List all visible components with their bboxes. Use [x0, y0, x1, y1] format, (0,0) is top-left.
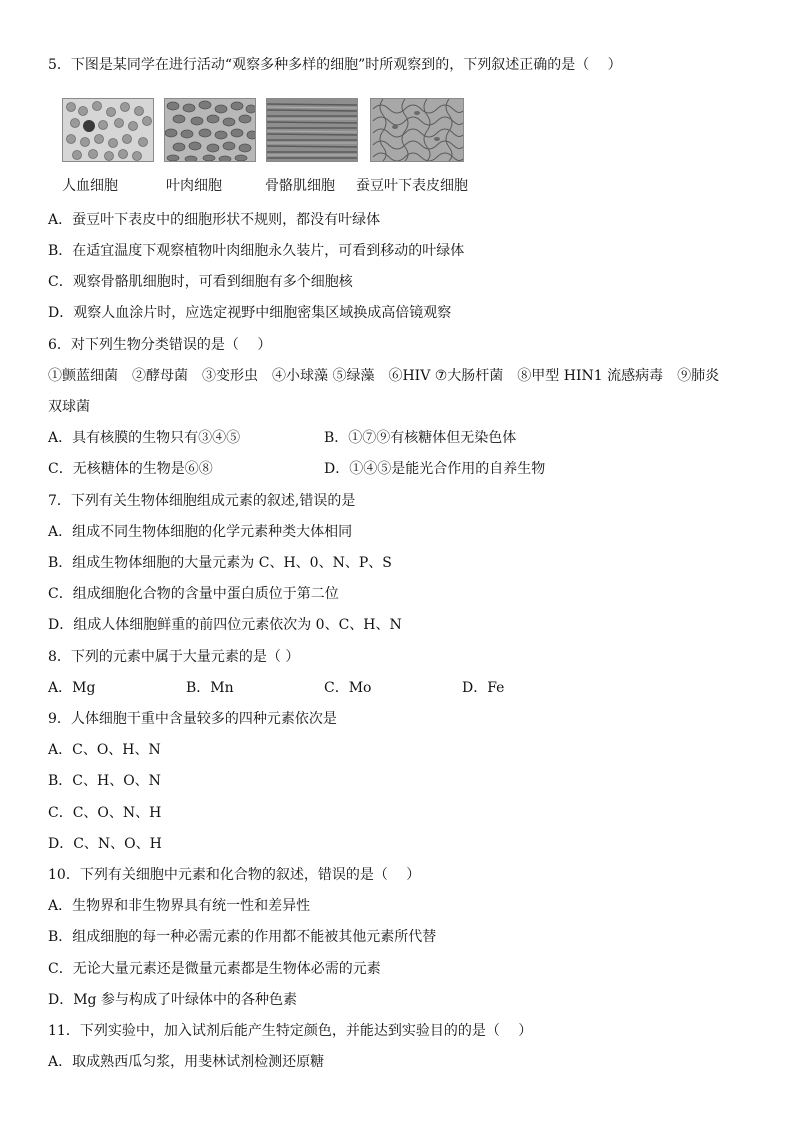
q6-organism-list: ①颤蓝细菌 ②酵母菌 ③变形虫 ④小球藻 ⑤绿藻 ⑥HIV ⑦大肠杆菌 ⑧甲型 HIN1 流感病毒 ⑨肺炎: [48, 368, 720, 384]
q6-option-b: B．①⑦⑨有核糖体但无染色体: [324, 430, 517, 446]
q11-option-a: A．取成熟西瓜匀浆，用斐林试剂检测还原糖: [48, 1054, 325, 1070]
q7-option-c: C．组成细胞化合物的含量中蛋白质位于第二位: [48, 586, 339, 602]
q6-option-a: A．具有核膜的生物只有③④⑤: [48, 430, 241, 446]
q6-option-c: C．无核糖体的生物是⑥⑧: [48, 461, 213, 477]
figure-caption-muscle: 骨骼肌细胞: [265, 178, 335, 194]
mesophyll-cells-micrograph-icon: [164, 98, 256, 162]
q7-option-b: B．组成生物体细胞的大量元素为 C、H、0、N、P、S: [48, 555, 392, 571]
q7-stem: 7．下列有关生物体细胞组成元素的叙述,错误的是: [48, 493, 356, 509]
q6-option-d: D．①④⑤是能光合作用的自养生物: [324, 461, 546, 477]
q8-option-b: B．Mn: [186, 680, 234, 696]
q8-stem: 8．下列的元素中属于大量元素的是（ ）: [48, 649, 300, 665]
q9-option-c: C．C、O、N、H: [48, 805, 162, 821]
q8-option-a: A．Mg: [48, 680, 96, 696]
q9-option-a: A．C、O、H、N: [48, 742, 161, 758]
q5-option-b: B．在适宜温度下观察植物叶肉细胞永久装片，可看到移动的叶绿体: [48, 243, 465, 259]
blood-cells-micrograph-icon: [62, 98, 154, 162]
skeletal-muscle-micrograph-icon: [266, 98, 358, 162]
q10-option-b: B．组成细胞的每一种必需元素的作用都不能被其他元素所代替: [48, 929, 437, 945]
q5-stem: 5．下图是某同学在进行活动“观察多种多样的细胞”时所观察到的，下列叙述正确的是（ ）: [48, 57, 622, 73]
q7-option-a: A．组成不同生物体细胞的化学元素种类大体相同: [48, 524, 353, 540]
q9-option-b: B．C、H、O、N: [48, 773, 161, 789]
q10-option-d: D．Mg 参与构成了叶绿体中的各种色素: [48, 992, 297, 1008]
q6-organism-list-cont: 双球菌: [48, 399, 90, 415]
q11-stem: 11．下列实验中，加入试剂后能产生特定颜色，并能达到实验目的的是（ ）: [48, 1023, 533, 1039]
figure-caption-mesophyll: 叶肉细胞: [166, 178, 222, 194]
broad-bean-epidermis-micrograph-icon: [370, 98, 464, 162]
q9-stem: 9．人体细胞干重中含量较多的四种元素依次是: [48, 711, 337, 727]
figure-caption-blood: 人血细胞: [62, 178, 118, 194]
figure-caption-epidermis: 蚕豆叶下表皮细胞: [356, 178, 468, 194]
q10-option-c: C．无论大量元素还是微量元素都是生物体必需的元素: [48, 961, 381, 977]
q7-option-d: D．组成人体细胞鲜重的前四位元素依次为 0、C、H、N: [48, 617, 402, 633]
q5-option-a: A．蚕豆叶下表皮中的细胞形状不规则，都没有叶绿体: [48, 212, 381, 228]
q6-stem: 6．对下列生物分类错误的是（ ）: [48, 337, 272, 353]
q10-stem: 10．下列有关细胞中元素和化合物的叙述，错误的是（ ）: [48, 867, 421, 883]
q10-option-a: A．生物界和非生物界具有统一性和差异性: [48, 898, 311, 914]
q8-option-d: D．Fe: [462, 680, 505, 696]
q9-option-d: D．C、N、O、H: [48, 836, 162, 852]
q5-option-c: C．观察骨骼肌细胞时，可看到细胞有多个细胞核: [48, 274, 353, 290]
q8-option-c: C．Mo: [324, 680, 372, 696]
q5-option-d: D．观察人血涂片时，应选定视野中细胞密集区域换成高倍镜观察: [48, 305, 452, 321]
